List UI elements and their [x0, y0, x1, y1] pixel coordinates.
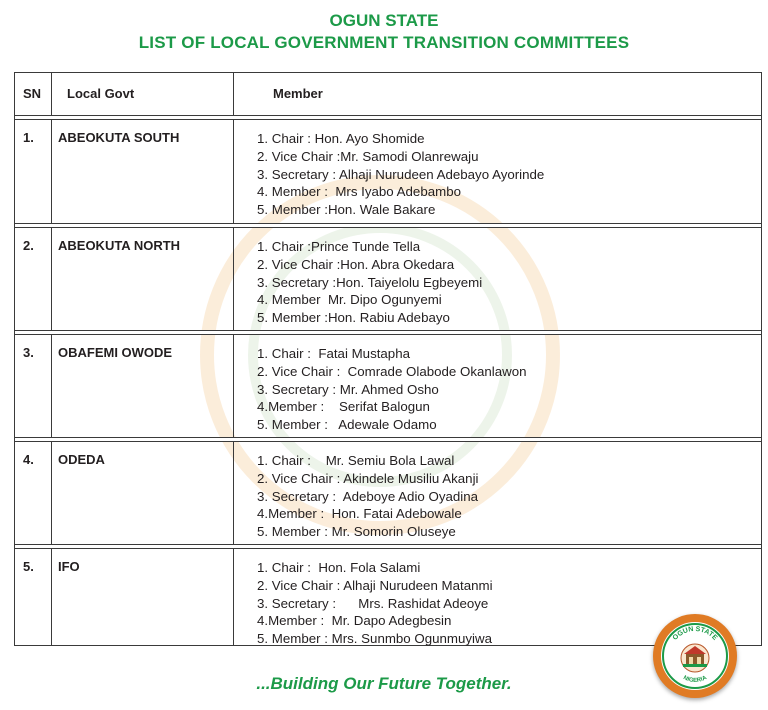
column-header-member: Member [273, 86, 323, 101]
member-line: 3. Secretary : Alhaji Nurudeen Adebayo Ayorinde [257, 166, 545, 182]
member-line: 5. Member : Mr. Somorin Oluseye [257, 524, 456, 540]
member-line: 4.Member : Serifat Balogun [257, 399, 430, 415]
member-line: 5. Member : Adewale Odamo [257, 417, 437, 433]
member-line: 3. Secretary :Hon. Taiyelolu Egbeyemi [257, 274, 483, 290]
member-line: 3. Secretary : Mrs. Rashidat Adeoye [257, 595, 489, 611]
table-row [15, 228, 761, 331]
member-line: 1. Chair :Prince Tunde Tella [257, 239, 421, 254]
row-sn: 1. [23, 130, 34, 145]
page-title-state: OGUN STATE [329, 11, 439, 30]
table-row [15, 442, 761, 545]
member-line: 5. Member : Mrs. Sunmbo Ogunmuyiwa [257, 631, 492, 647]
member-line: 1. Chair : Hon. Fola Salami [257, 560, 421, 575]
member-line: 4.Member : Hon. Fatai Adebowale [257, 506, 462, 522]
member-line: 5. Member :Hon. Rabiu Adebayo [257, 310, 450, 326]
member-line: 2. Vice Chair :Hon. Abra Okedara [257, 256, 455, 272]
member-line: 2. Vice Chair : Alhaji Nurudeen Matanmi [257, 577, 493, 593]
table-row [15, 120, 761, 223]
svg-text:OGUN STATE: OGUN STATE [671, 625, 719, 642]
row-sn: 3. [23, 345, 34, 360]
member-line: 1. Chair : Mr. Semiu Bola Lawal [257, 453, 455, 468]
committees-table [14, 72, 762, 646]
member-line: 1. Chair : Hon. Ayo Shomide [257, 131, 425, 146]
row-sn: 4. [23, 452, 34, 467]
member-line: 4. Member Mr. Dipo Ogunyemi [257, 292, 442, 308]
member-line: 5. Member :Hon. Wale Bakare [257, 202, 436, 218]
table-row [15, 335, 761, 438]
row-local-govt: OBAFEMI OWODE [58, 345, 173, 360]
table-header-row [15, 73, 761, 116]
row-local-govt: ODEDA [58, 452, 105, 467]
slogan: ...Building Our Future Together. [256, 674, 512, 693]
table-row [15, 549, 761, 652]
member-line: 4. Member : Mrs Iyabo Adebambo [257, 184, 461, 200]
member-line: 2. Vice Chair :Mr. Samodi Olanrewaju [257, 148, 479, 164]
row-sn: 2. [23, 238, 34, 253]
row-local-govt: ABEOKUTA NORTH [58, 238, 181, 253]
member-line: 4.Member : Mr. Dapo Adegbesin [257, 613, 452, 629]
row-members [257, 452, 478, 541]
page-header [0, 10, 768, 54]
page-title-list: LIST OF LOCAL GOVERNMENT TRANSITION COMMITTEES [138, 33, 630, 52]
member-line: 3. Secretary : Adeboye Adio Oyadina [257, 488, 479, 504]
row-members [257, 559, 493, 648]
column-header-local-govt: Local Govt [67, 86, 135, 101]
row-sn: 5. [23, 559, 34, 574]
column-header-sn: SN [23, 86, 42, 101]
member-line: 3. Secretary : Mr. Ahmed Osho [257, 381, 439, 397]
row-members [257, 130, 544, 219]
row-members [257, 345, 527, 434]
member-line: 2. Vice Chair : Comrade Olabode Okanlawon [257, 363, 527, 379]
svg-text:NIGERIA: NIGERIA [682, 675, 708, 685]
row-local-govt: IFO [58, 559, 80, 574]
member-line: 2. Vice Chair : Akindele Musiliu Akanji [257, 470, 479, 486]
member-line: 1. Chair : Fatai Mustapha [257, 346, 410, 361]
row-members [257, 238, 482, 327]
ogun-state-seal-icon [653, 614, 737, 698]
row-local-govt: ABEOKUTA SOUTH [58, 130, 180, 145]
